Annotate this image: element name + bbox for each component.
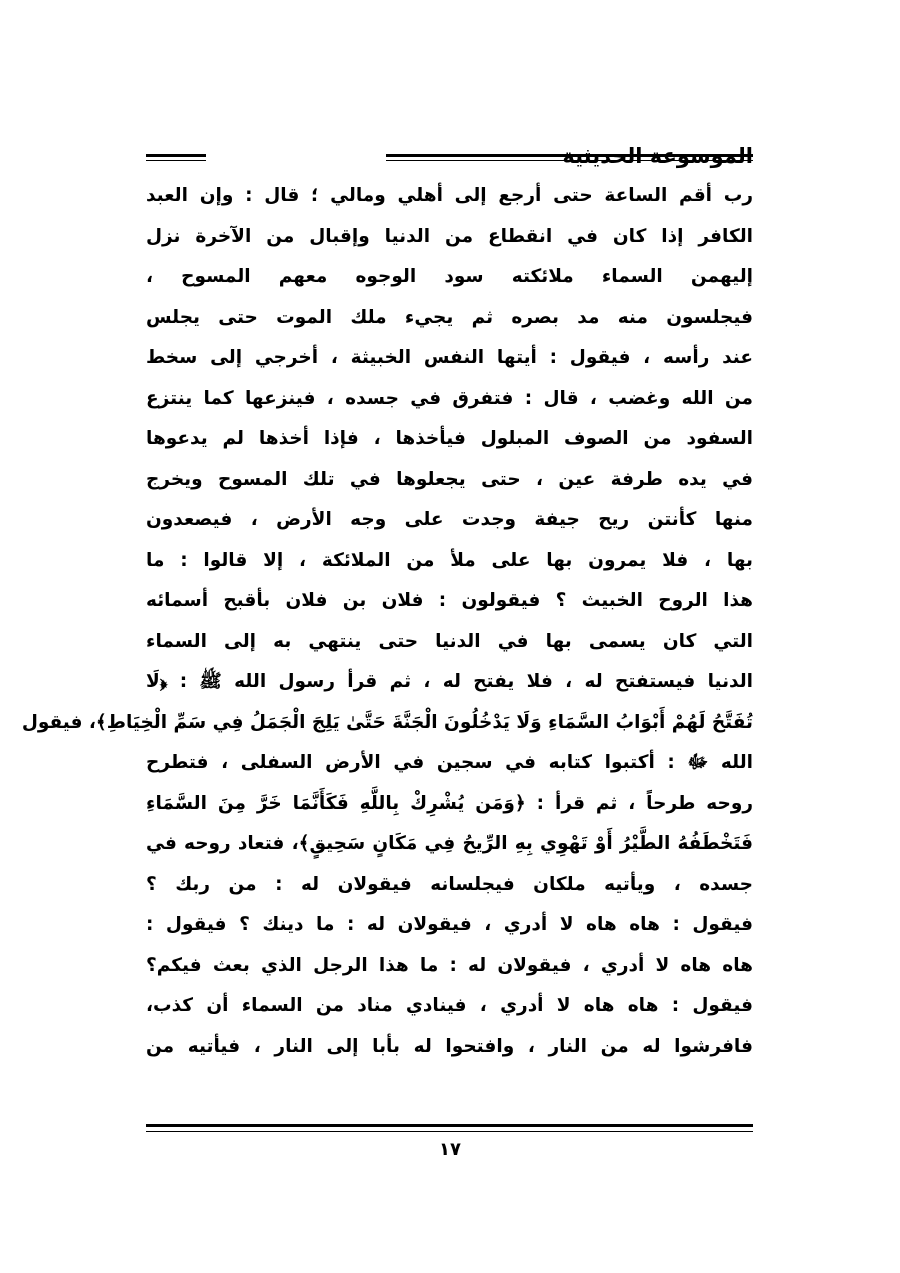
text-line: منها كأنتن ريح جيفة وجدت على وجه الأرض ، فيصعدون — [146, 509, 753, 530]
text-line: عند رأسه ، فيقول : أيتها النفس الخبيثة ، أخرجي إلى سخط — [146, 347, 753, 368]
text-line: هذا الروح الخبيث ؟ فيقولون : فلان بن فلان بأقبح أسمائه — [146, 590, 753, 611]
text-line: فيقول : هاه هاه لا أدري ، فيقولان له : ما دينك ؟ فيقول : — [146, 914, 753, 935]
text-line: الله ﷻ : أكتبوا كتابه في سجين في الأرض السفلى ، فتطرح — [146, 752, 753, 773]
text-line: السفود من الصوف المبلول فيأخذها ، فإذا أخذها لم يدعوها — [146, 428, 753, 449]
quran-verse-line: فَتَخْطَفُهُ الطَّيْرُ أَوْ تَهْوِي بِهِ الرِّيحُ فِي مَكَانٍ سَحِيقٍ﴾، فتعاد روحه في — [146, 833, 753, 854]
text-line: الدنيا فيستفتح له ، فلا يفتح له ، ثم قرأ رسول الله ﷺ : ﴿لَا — [146, 671, 753, 692]
page-number: ١٧ — [439, 1139, 461, 1160]
page-header — [146, 140, 753, 174]
text-line: في يده طرفة عين ، حتى يجعلوها في تلك المسوح ويخرج — [146, 468, 753, 490]
text-line: فافرشوا له من النار ، وافتحوا له بأبا إلى النار ، فيأتيه من — [146, 1035, 753, 1057]
text-line: من الله وغضب ، قال : فتفرق في جسده ، فينزعها كما ينتزع — [146, 387, 753, 409]
text-line: هاه هاه لا أدري ، فيقولان له : ما هذا الرجل الذي بعث فيكم؟ — [146, 954, 753, 976]
text-line: الكافر إذا كان في انقطاع من الدنيا وإقبال من الآخرة نزل — [146, 225, 753, 247]
quran-verse-line: تُفَتَّحُ لَهُمْ أَبْوَابُ السَّمَاءِ وَلَا يَدْخُلُونَ الْجَنَّةَ حَتَّىٰ يَلِجَ الْجَمَلُ فِي سَمِّ الْخِيَاطِ﴾، فيقول — [21, 711, 753, 733]
text-line: فيقول : هاه هاه لا أدري ، فينادي مناد من السماء أن كذب، — [146, 995, 753, 1016]
text-line: فيجلسون منه مد بصره ثم يجيء ملك الموت حتى يجلس — [146, 306, 753, 328]
text-line: جسده ، ويأتيه ملكان فيجلسانه فيقولان له : من ربك ؟ — [146, 873, 753, 895]
text-line: رب أقم الساعة حتى أرجع إلى أهلي ومالي ؛ قال : وإن العبد — [146, 185, 753, 206]
text-line: بها ، فلا يمرون بها على ملأ من الملائكة ، إلا قالوا : ما — [146, 549, 753, 571]
body-text — [21, 176, 753, 1067]
text-line: إليهمن السماء ملائكته سود الوجوه معهم المسوح ، — [146, 266, 753, 287]
text-line: التي كان يسمى بها في الدنيا حتى ينتهي به إلى السماء — [146, 630, 753, 652]
running-title: الموسوعة الحديثية — [562, 144, 753, 168]
header-rule-left — [146, 154, 206, 161]
quran-verse-line: روحه طرحاً ، ثم قرأ : ﴿وَمَن يُشْرِكْ بِاللَّهِ فَكَأَنَّمَا خَرَّ مِنَ السَّمَاءِ — [146, 792, 753, 814]
footer-rule — [146, 1124, 753, 1132]
